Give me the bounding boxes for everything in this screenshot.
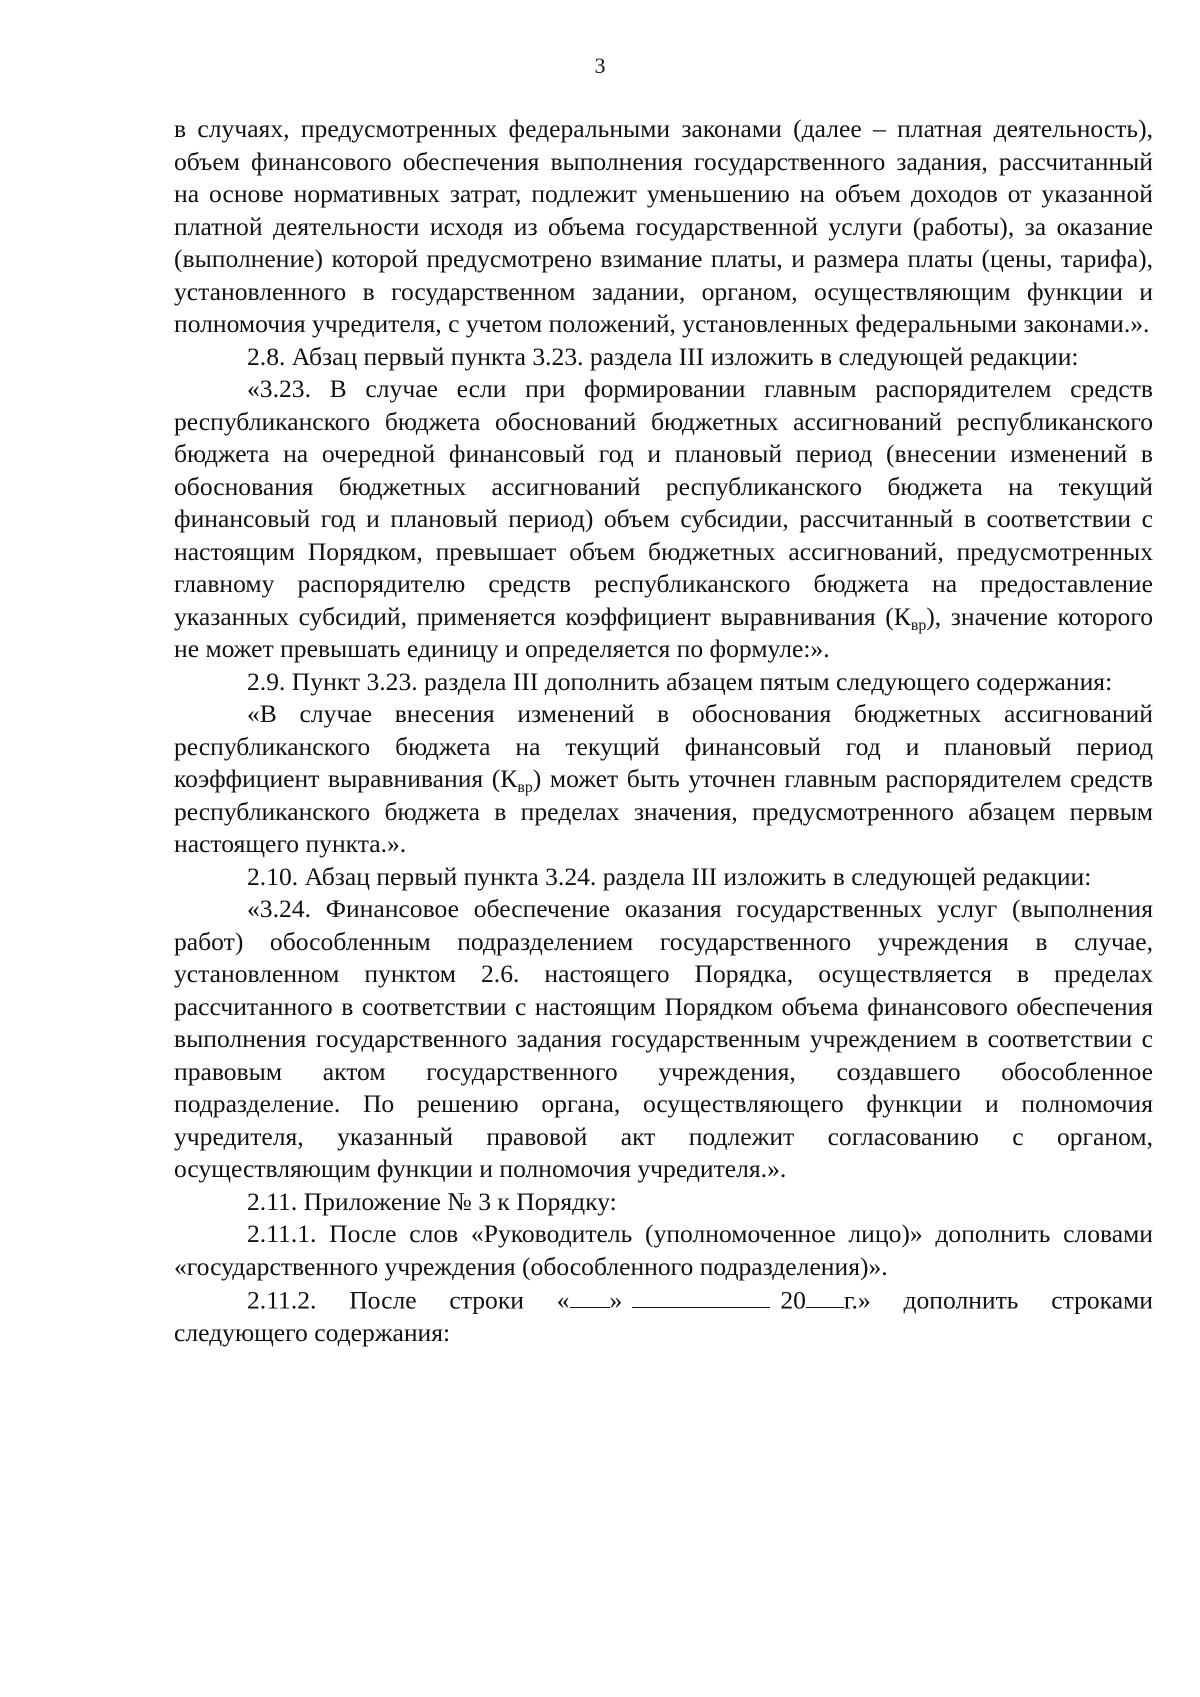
paragraph-2-10: 2.10. Абзац первый пункта 3.24. раздела III изложить в следующей редакции: — [247, 861, 1092, 891]
paragraph-3-24-quote: «3.24. Финансовое обеспечение оказания государственных услуг (выполнения работ) обособленным подразделением государственного учреждения в случае, установленном пунктом 2.6. настоящего Порядка, осуществляется в пределах рассчитанного в соответствии с настоящим Порядком объема финансового обеспечения выполнения государственного задания государственным учреждением в соответствии с правовым актом государственного учреждения, создавшего обособленное подразделение. По решению органа, осуществляющего функции и полномочия учредителя, указанный правовой акт подлежит согласованию с органом, осуществляющим функции и полномочия учредителя.». — [174, 894, 1153, 1183]
coefficient-symbol: К — [893, 601, 911, 631]
paragraph-fifth-text: «В случае внесения изменений в обоснования бюджетных ассигнований республиканского бюджета на текущий финансовый год и плановый период коэффициент выравнивания ( — [174, 699, 1153, 793]
year-blank-line — [806, 1283, 844, 1308]
paragraph-2-11-2-start: 2.11.2. После строки « — [247, 1285, 570, 1315]
paragraph-3-23-text: «3.23. В случае если при формировании главным распорядителем средств республиканского бюджета обоснований бюджетных ассигнований республиканского бюджета на очередной финансовый год и плановый период (внесении изменений в обоснования бюджетных ассигнований республиканского бюджета на текущий финансовый год и плановый период) объем субсидии, рассчитанный в соответствии с настоящим Порядком, превышает объем бюджетных ассигнований, предусмотренных главному распорядителю средств республиканского бюджета на предоставление указанных субсидий, применяется коэффициент выравнивания ( — [174, 374, 1153, 631]
paragraph-3-23-quote — [174, 373, 1153, 666]
paragraph-continuation: в случаях, предусмотренных федеральными законами (далее – платная деятельность), объем финансового обеспечения выполнения государственного задания, рассчитанный на основе нормативных затрат, подлежит уменьшению на объем доходов от указанной платной деятельности исходя из объема государственной услуги (работы), за оказание (выполнение) которой предусмотрено взимание платы, и размера платы (цены, тарифа), установленного в государственном задании, органом, осуществляющим функции и полномочия учредителя, с учетом положений, установленных федеральными законами.». — [174, 114, 1153, 338]
paragraph-2-8: 2.8. Абзац первый пункта 3.23. раздела III изложить в следующей редакции: — [247, 341, 1079, 371]
coefficient-subscript: вр — [910, 616, 927, 634]
paragraph-fifth-quote — [174, 698, 1153, 861]
coefficient-subscript: вр — [517, 779, 533, 797]
paragraph-3-23-tail: ), значение которого не может превышать единицу и определяется по формуле:». — [174, 601, 1153, 663]
month-blank-line — [632, 1283, 770, 1308]
coefficient-symbol: К — [500, 764, 518, 793]
page-number: 3 — [594, 53, 606, 78]
paragraph-fifth-tail: ) может быть уточнен главным распорядителем средств республиканского бюджета в пределах значения, предусмотренного абзацем первым настоящего пункта.». — [174, 764, 1154, 858]
paragraph-2-11-2-end: г.» дополнить строками следующего содержания: — [174, 1285, 1153, 1347]
year-prefix: 20 — [780, 1285, 806, 1315]
paragraph-2-11-1: 2.11.1. После слов «Руководитель (уполномоченное лицо)» дополнить словами «государственного учреждения (обособленного подразделения)». — [174, 1219, 1153, 1281]
paragraph-2-11: 2.11. Приложение № 3 к Порядку: — [247, 1186, 617, 1216]
day-blank-line — [570, 1283, 610, 1308]
paragraph-2-11-2 — [174, 1283, 1153, 1349]
document-body — [174, 113, 1153, 1349]
closing-quote: » — [609, 1285, 623, 1315]
paragraph-2-9: 2.9. Пункт 3.23. раздела III дополнить абзацем пятым следующего содержания: — [247, 666, 1113, 696]
